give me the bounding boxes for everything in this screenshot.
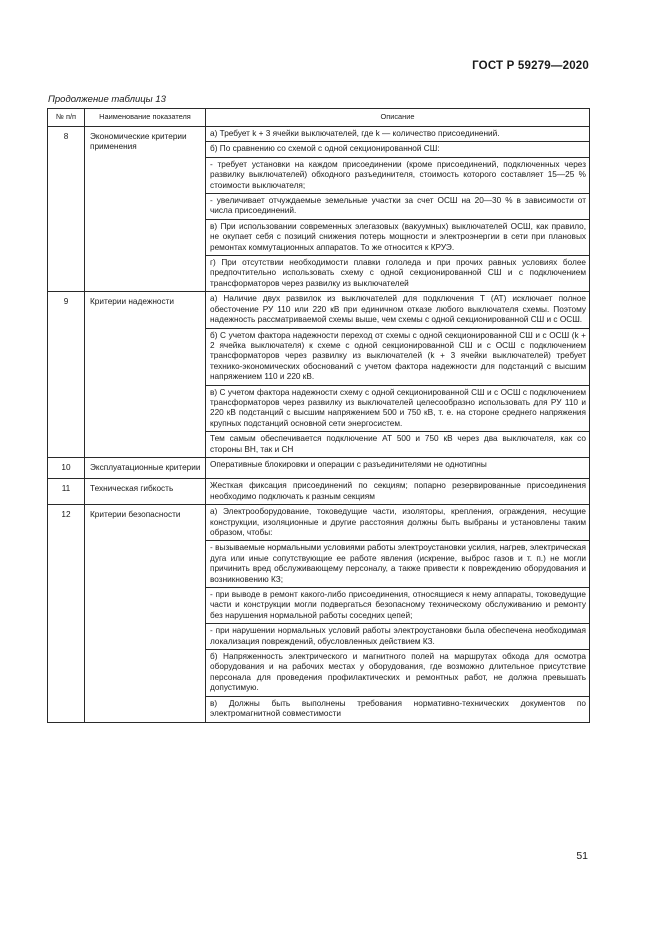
page-number: 51 [576, 850, 588, 862]
description-paragraph: б) С учетом фактора надежности переход от схемы с одной секционированной СШ и с ОСШ (k + 2 ячейка выключателя) к схеме с одной секционированной СШ и с ОСШ с подключением трансформаторов через развилку из выключателей (k + 3 ячейки выключателей) требует технико-экономических обоснований с учетом фактора надежности для подстанций с высшим напряжением 110 и 220 кВ. [206, 328, 589, 385]
table-row [48, 127, 590, 292]
indicator-name: Критерии надежности [85, 292, 206, 458]
description-paragraph: - увеличивает отчуждаемые земельные участки за счет ОСШ на 20—30 % в зависимости от числа присоединений. [206, 193, 589, 219]
description-paragraph: б) По сравнению со схемой с одной секционированной СШ: [206, 141, 589, 156]
description-paragraph: Жесткая фиксация присоединений по секциям; попарно резервированные присоединения необходимо подключать к разным секциям [210, 481, 586, 501]
column-header-number: № п/п [48, 109, 85, 127]
description-paragraph: Тем самым обеспечивается подключение АТ 500 и 750 кВ через два выключателя, как со стороны ВН, так и СН [206, 431, 589, 457]
description-paragraph: а) Электрооборудование, токоведущие части, изоляторы, крепления, ограждения, несущие конструкции, изоляционные и другие расстояния должны быть выбраны и установлены таким образом, чтобы: [210, 507, 586, 537]
indicator-name: Эксплуатационные критерии [85, 457, 206, 478]
description-paragraph: в) Должны быть выполнены требования нормативно-технических документов по электромагнитной совместимости [206, 696, 589, 722]
table-row [48, 457, 590, 478]
document-code: ГОСТ Р 59279—2020 [472, 60, 589, 72]
description-paragraph: г) При отсутствии необходимости плавки гололеда и при прочих равных условиях более предпочтительно использовать схему с одной секционированной СШ и с подключением трансформаторов через развилку из выключателей [206, 255, 589, 291]
column-header-name: Наименование показателя [85, 109, 206, 127]
description-paragraph: а) Требует k + 3 ячейки выключателей, где k — количество присоединений. [210, 129, 500, 138]
criteria-table [47, 108, 590, 723]
row-number: 9 [48, 292, 85, 458]
description-paragraph: - вызываемые нормальными условиями работы электроустановки усилия, нагрев, электрическая дуга или иные сопутствующие ее работе явления (искрение, выброс газов и т. п.) не могли причинить вред обслуживающему персоналу, а также привести к повреждению оборудования и возникновению КЗ; [206, 540, 589, 587]
description-cell [206, 479, 590, 505]
row-number: 10 [48, 457, 85, 478]
description-paragraph: а) Наличие двух развилок из выключателей для подключения Т (АТ) исключает полное обесточение РУ 110 или 220 кВ при единичном отказе любого выключателя схемы. Поэтому надежность рассматриваемой схемы выше, чем схемы с одной секционированной СШ и с ОСШ. [210, 294, 586, 325]
column-header-description: Описание [206, 109, 590, 127]
description-paragraph: в) С учетом фактора надежности схему с одной секционированной СШ и с ОСШ с подключением трансформаторов через развилку из выключателей целесообразно использовать для РУ 110 и 220 кВ подстанций с высшим напряжением 500 и 750 кВ, т. е. на стороне среднего напряжения крупных подстанций основной сети энергосистем. [206, 385, 589, 432]
description-paragraph: - при выводе в ремонт какого-либо присоединения, относящиеся к нему аппараты, токоведущие части и конструкции могли подвергаться безопасному техническому обслуживанию и ремонту без нарушения нормальной работы соседних цепей; [206, 587, 589, 623]
indicator-name: Техническая гибкость [85, 479, 206, 505]
indicator-name: Экономические критерии применения [85, 127, 206, 292]
description-cell [206, 292, 590, 458]
table-row [48, 505, 590, 722]
row-number: 8 [48, 127, 85, 292]
description-cell [206, 505, 590, 722]
description-paragraph: - при нарушении нормальных условий работы электроустановки была обеспечена необходимая локализация повреждений, обусловленных действием КЗ. [206, 623, 589, 649]
description-paragraph: в) При использовании современных элегазовых (вакуумных) выключателей ОСШ, как правило, не окупает себя с позиций снижения потерь мощности и электроэнергии в сети при плановых ремонтах коммутационных аппаратов. То же относится к КРУЭ. [206, 219, 589, 255]
description-cell [206, 127, 590, 292]
table-caption: Продолжение таблицы 13 [48, 94, 166, 105]
indicator-name: Критерии безопасности [85, 505, 206, 722]
description-paragraph: - требует установки на каждом присоединении (кроме присоединений, подключенных через развилку выключателей) обходного разъединителя, стоимость которого составляет 15—25 % стоимости выключателя; [206, 157, 589, 193]
description-paragraph: Оперативные блокировки и операции с разъединителями не однотипны [210, 459, 487, 469]
table-header-row [48, 109, 590, 127]
table-row [48, 479, 590, 505]
row-number: 11 [48, 479, 85, 505]
table-row [48, 292, 590, 458]
description-cell [206, 457, 590, 478]
description-paragraph: б) Напряженность электрического и магнитного полей на маршрутах обхода для осмотра оборудования и на рабочих местах у оборудования, где возможно длительное присутствие персонала для проведения профилактических и ремонтных работ, не должна превышать допустимую. [206, 649, 589, 696]
row-number: 12 [48, 505, 85, 722]
